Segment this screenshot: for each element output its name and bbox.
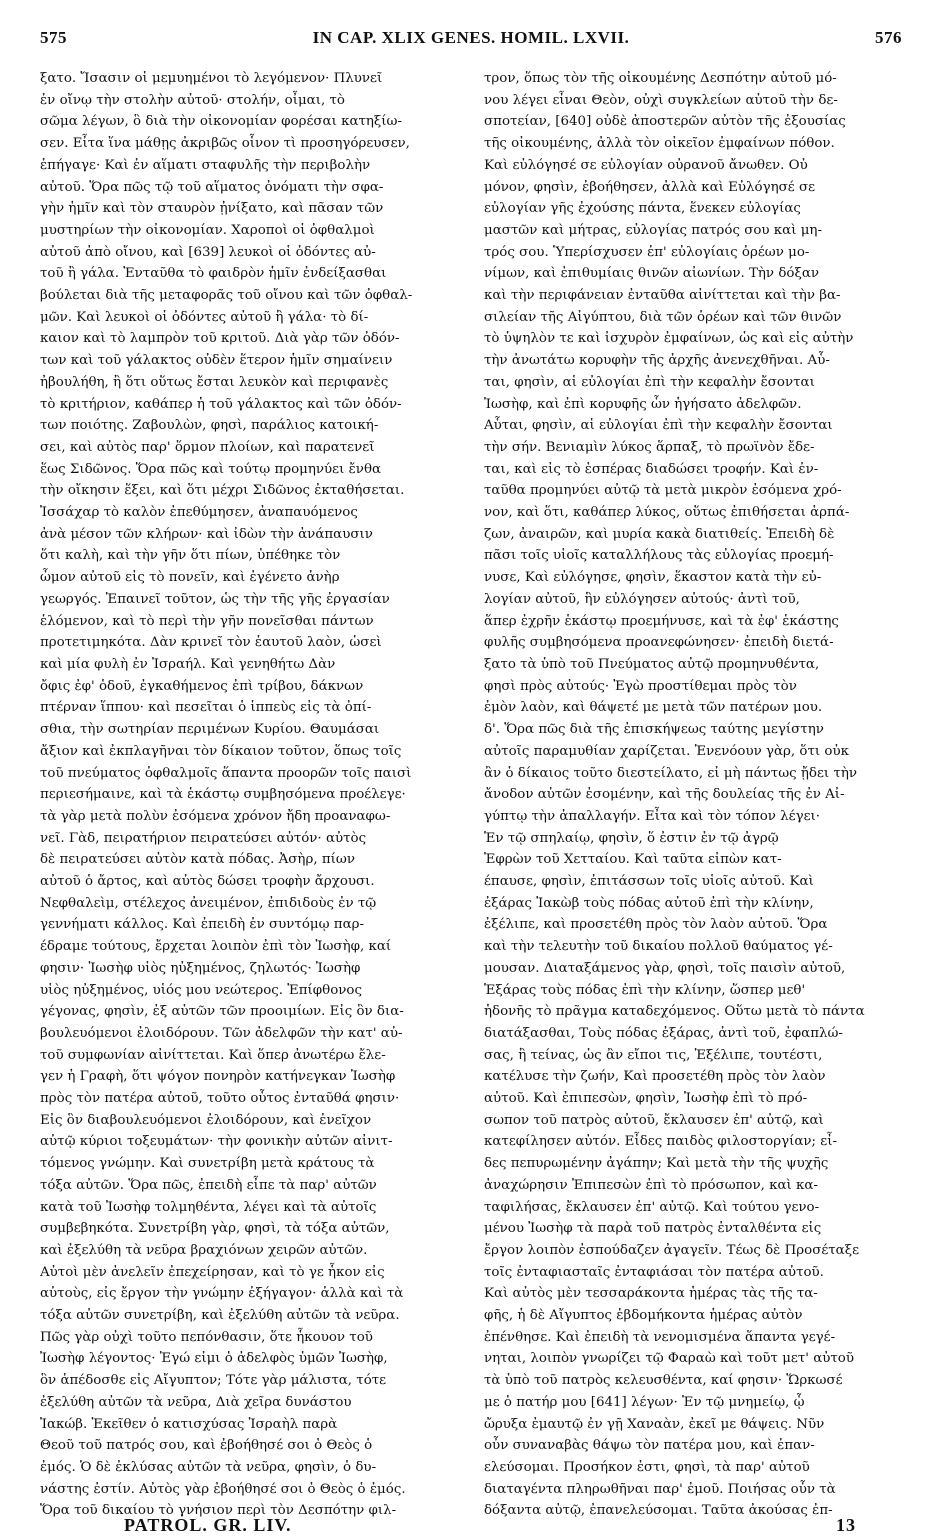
text-line: γεωργός. Ἐπαινεῖ τοῦτον, ὡς τὴν τῆς γῆς ἐργασίαν bbox=[40, 591, 390, 607]
text-line: τὴν οἴκησιν ἕξει, καὶ ὅτι μέχρι Σιδῶνος ἐκταθήσεται. bbox=[40, 483, 405, 499]
text-line: συμβεβηκότα. Συνετρίβη γὰρ, φησὶ, τὰ τόξα αὐτῶν, bbox=[40, 1221, 390, 1237]
text-line: σποτείαν, [640] οὐδὲ ἀποστερῶν αὐτὸν τῆς ἐξουσίας bbox=[484, 114, 846, 130]
text-line: πτέρναν ἵππου· καὶ πεσεῖται ὁ ἱππεὺς εἰς τὰ ὀπί- bbox=[40, 700, 372, 716]
text-line: σῶμα λέγων, ὃ διὰ τὴν οἰκονομίαν φορέσαι κατηξίω- bbox=[40, 114, 403, 130]
text-line: ὄφις ἐφ' ὁδοῦ, ἐγκαθήμενος ἐπὶ τρίβου, δάκνων bbox=[40, 678, 364, 694]
text-line: φησιν· Ἰωσὴφ υἱὸς ηὐξημένος, ζηλωτός· Ἰωσὴφ bbox=[40, 960, 361, 976]
text-line: τοῦ πνεύματος ὀφθαλμοῖς ἅπαντα προορῶν τοῖς παισὶ bbox=[40, 765, 412, 781]
text-line: μυστηρίων τὴν οἰκονομίαν. Χαροποὶ οἱ ὀφθαλμοὶ bbox=[40, 222, 375, 238]
text-line: σιλείαν τῆς Αἰγύπτου, διὰ τῶν ὀρέων καὶ τῶν θινῶν bbox=[484, 309, 842, 325]
text-line: Ἰωσὴφ λέγοντος· Ἐγώ εἰμι ὁ ἀδελφὸς ὑμῶν Ἰωσὴφ, bbox=[40, 1351, 388, 1367]
text-line: τὸ κριτήριον, καθάπερ ἡ τοῦ γάλακτος καὶ τῶν ὀδόν- bbox=[40, 396, 402, 412]
running-title: IN CAP. XLIX GENES. HOMIL. LXVII. bbox=[312, 28, 630, 47]
text-line: μόνον, φησὶν, ἐβοήθησεν, ἀλλὰ καὶ Εὐλόγησέ σε bbox=[484, 179, 816, 195]
text-line: Ἐξάρας τοὺς πόδας ἐπὶ τὴν κλίνην, ὥσπερ μεθ' bbox=[484, 982, 806, 998]
text-line: καιον καὶ τὸ λαμπρὸν τοῦ κριτοῦ. Διὰ γὰρ τῶν ὀδόν- bbox=[40, 331, 400, 347]
text-line: Ἰσσάχαρ τὸ καλὸν ἐπεθύμησεν, ἀναπαυόμενος bbox=[40, 505, 358, 521]
page-number-left: 575 bbox=[40, 28, 67, 47]
text-line: γεν ἡ Γραφὴ, ὅτι ψόγον πονηρὸν κατήνεγκαν Ἰωσὴφ bbox=[40, 1069, 396, 1085]
text-line: φυλῆς συμβησόμενα προανεφώνησεν· ἐπειδὴ διετά- bbox=[484, 635, 834, 651]
left-column bbox=[40, 68, 458, 1519]
text-line: με ὁ πατήρ μου [641] λέγων· Ἐν τῷ μνημείῳ, ᾧ bbox=[484, 1394, 805, 1410]
text-line: έδραμε τούτους, ἔρχεται λοιπὸν ἐπὶ τὸν Ἰωσὴφ, καί bbox=[40, 939, 392, 955]
text-line: οὖν συναναβὰς θάψω τὸν πατέρα μου, καὶ ἐπαν- bbox=[484, 1438, 815, 1454]
text-line: τὴν ἀνωτάτω κορυφὴν τῆς ἀρχῆς ἀνενεχθῆναι. Αὗ- bbox=[484, 353, 830, 369]
text-line: δες πεπυρωμένην ἀγάπην; Καὶ μετὰ τὴν τῆς ψυχῆς bbox=[484, 1156, 829, 1172]
text-columns bbox=[40, 68, 902, 1519]
text-line: κατεφίλησεν αὐτόν. Εἶδες παιδὸς φιλοστοργίαν; εἶ- bbox=[484, 1134, 838, 1150]
text-line: ταῦθα προμηνύει αὐτῷ τὰ μετὰ μικρὸν ἐσόμενα χρό- bbox=[484, 483, 842, 499]
right-column bbox=[484, 68, 902, 1519]
text-line: Νεφθαλεὶμ, στέλεχος ἀνειμένον, ἐπιδιδοὺς ἐν τῷ bbox=[40, 895, 377, 911]
text-line: ἑλόμενον, καὶ τὸ περὶ τὴν γῆν πονεῖσθαι πάντων bbox=[40, 613, 374, 629]
text-line: ἔργον λοιπὸν ἐσπούδαζεν ἀγαγεῖν. Τέως δὲ Προσέταξε bbox=[484, 1242, 860, 1258]
text-line: προτετιμηκότα. Δὰν κρινεῖ τὸν ἑαυτοῦ λαὸν, ὡσεὶ bbox=[40, 635, 382, 651]
text-line: ὦμον αὐτοῦ εἰς τὸ πονεῖν, καὶ ἐγένετο ἀνὴρ bbox=[40, 570, 340, 586]
text-line: αὐτῷ κύριοι τοξευμάτων· τὴν φονικὴν αὐτῶν αἰνιτ- bbox=[40, 1134, 393, 1150]
text-line: εὐλογίαν γῆς ἐχούσης πάντα, ἕνεκεν εὐλογίας bbox=[484, 201, 801, 217]
text-line: ἄξιον καὶ ἐκπλαγῆναι τὸν δίκαιον τοῦτον, ὅπως τοῖς bbox=[40, 743, 402, 759]
text-line: ἐπένθησε. Καὶ ἐπειδὴ τὰ νενομισμένα ἅπαντα γεγέ- bbox=[484, 1329, 836, 1345]
text-line: ἡδονῆς τὸ πρᾶγμα καταδεχόμενος. Οὕτω μετὰ τὸ πάντα bbox=[484, 1004, 865, 1020]
text-line: σεν. Εἶτα ἵνα μάθῃς ἀκριβῶς οἷνον τὶ προσηγόρευσεν, bbox=[40, 136, 410, 152]
text-line: μένου Ἰωσὴφ τὰ παρὰ τοῦ πατρὸς ἐνταλθέντα εἰς bbox=[484, 1221, 822, 1237]
text-line: τόμενος γνώμην. Καὶ συνετρίβη μετὰ κράτους τὰ bbox=[40, 1156, 375, 1172]
text-line: ἐπήγαγε· Καὶ ἐν αἵματι σταφυλῆς τὴν περιβολὴν bbox=[40, 157, 371, 173]
text-line: υἱὸς ηὐξημένος, υἱός μου νεώτερος. Ἐπίφθονος bbox=[40, 982, 362, 998]
text-line: τοῦ ἢ γάλα. Ἐνταῦθα τὸ φαιδρὸν ἡμῖν ἐνδείξασθαι bbox=[40, 266, 387, 282]
text-line: τοῦ συμφωνίαν αἰνίττεται. Καὶ ὅπερ ἀνωτέρω ἔλε- bbox=[40, 1047, 386, 1063]
text-line: Ἰωσὴφ, καὶ ἐπὶ κορυφῆς ὧν ἡγήσατο ἀδελφῶν. bbox=[484, 396, 802, 412]
text-line: Καὶ αὐτὸς μὲν τεσσαράκοντα ἡμέρας τὰς τῆς τα- bbox=[484, 1286, 818, 1302]
text-line: βουλευόμενοι ἐλοιδόρουν. Τῶν ἀδελφῶν τὴν κατ' αὐ- bbox=[40, 1025, 403, 1041]
text-line: ἀνὰ μέσον τῶν κλήρων· καὶ ἰδὼν τὴν ἀνάπαυσιν bbox=[40, 526, 373, 542]
text-line: τὰ ὑπὸ τοῦ πατρὸς κελευσθέντα, καί φησιν· Ὥρκωσέ bbox=[484, 1373, 843, 1389]
text-line: νεῖ. Γὰδ, πειρατήριον πειρατεύσει αὐτόν· αὐτὸς bbox=[40, 830, 367, 846]
text-line: κατέλυσε τὴν ζωήν, Καὶ προσετέθη πρὸς τὸν λαὸν bbox=[484, 1069, 826, 1085]
text-line: γὴν ἡμῖν καὶ τὸν σταυρὸν ᾐνίξατο, καὶ πᾶσαν τῶν bbox=[40, 201, 384, 217]
text-line: καὶ τὴν τελευτὴν τοῦ δικαίου πολλοῦ θαύματος γέ- bbox=[484, 939, 833, 955]
text-line: ἂν ὁ δίκαιος τοῦτο διεστείλατο, εἰ μὴ πάντως ᾔδει τὴν bbox=[484, 765, 857, 781]
text-line: τῆς οἰκουμένης, ἀλλὰ τὸν οἰκεῖον ἐμφαίνων πόθον. bbox=[484, 136, 835, 152]
text-line: αὐτοὺς, εἰς ἔργον τὴν γνώμην ἐξήγαγον· ἀλλὰ καὶ τὰ bbox=[40, 1286, 404, 1302]
text-line: ὤρυξα ἐμαυτῷ ἐν γῇ Χαναὰν, ἐκεῖ με θάψεις. Νῦν bbox=[484, 1416, 825, 1432]
text-line: ἕως Σιδῶνος. Ὅρα πῶς καὶ τούτῳ προμηνύει ἔνθα bbox=[40, 461, 382, 477]
text-line: ταφιλήσας, ἔκλαυσεν ἐπ' αὐτῷ. Καὶ τούτου γενο- bbox=[484, 1199, 820, 1215]
gathering-number: 13 bbox=[836, 1515, 856, 1535]
page-footer bbox=[124, 1515, 856, 1536]
text-line: δ'. Ὅρα πῶς διὰ τῆς ἐπισκήψεως ταύτης μεγίστην bbox=[484, 722, 824, 738]
text-line: δόξαντα αὐτῷ, ἐπανελεύσομαι. Ταῦτα ἀκούσας ἐπ- bbox=[484, 1503, 833, 1519]
text-line: ἠβουλήθη, ἢ ὅτι οὕτως ἔσται λευκὸν καὶ περιφανὲς bbox=[40, 374, 389, 390]
page-number-right: 576 bbox=[874, 28, 902, 47]
text-line: Αὐτοὶ μὲν ἀνελεῖν ἐπεχείρησαν, καὶ τὸ γε ἧκον εἰς bbox=[40, 1264, 385, 1280]
text-line: τόξα αὐτῶν. Ὅρα πῶς, ἐπειδὴ εἶπε τὰ παρ' αὐτῶν bbox=[40, 1177, 377, 1193]
text-line: τοῖς ἐνταφιασταῖς ἐνταφιάσαι τὸν πατέρα αὐτοῦ. bbox=[484, 1264, 824, 1280]
text-line: μουσαν. Διαταξάμενος γὰρ, φησὶ, τοῖς παισὶν αὐτοῦ, bbox=[484, 960, 846, 976]
text-line: αὐτοῖς παραμυθίαν χαρίζεται. Ἐνενόουν γὰρ, ὅτι οὐκ bbox=[484, 743, 849, 759]
text-line: νου λέγει εἶναι Θεὸν, οὐχὶ συγκλείων αὐτοῦ τὴν δε- bbox=[484, 92, 838, 108]
text-line: ὅτι καλὴ, καὶ τὴν γῆν ὅτι πίων, ὑπέθηκε τὸν bbox=[40, 548, 341, 564]
text-line: αὐτοῦ ἀπὸ οἴνου, καὶ [639] λευκοὶ οἱ ὀδόντες αὐ- bbox=[40, 244, 376, 260]
text-line: φῆς, ἡ δὲ Αἴγυπτος ἑβδομήκοντα ἡμέρας αὐτὸν bbox=[484, 1308, 803, 1324]
text-line: τρός σου. Ὑπερίσχυσεν ἐπ' εὐλογίαις ὀρέων μο- bbox=[484, 244, 810, 260]
text-line: ται, φησὶν, αἱ εὐλογίαι ἐπὶ τὴν κεφαλὴν ἔσονται bbox=[484, 374, 815, 390]
text-line: γύπτῳ τὴν ἀπαλλαγήν. Εἶτα καὶ τὸν τόπον λέγει· bbox=[484, 808, 821, 824]
text-line: των καὶ τοῦ γάλακτος οὐδὲν ἕτερον ἡμῖν σημαίνειν bbox=[40, 353, 393, 369]
text-line: Ἰακώβ. Ἐκεῖθεν ὁ κατισχύσας Ἰσραὴλ παρὰ bbox=[40, 1416, 338, 1432]
signature-mark: PATROL. GR. LIV. bbox=[124, 1515, 292, 1535]
text-line: Καὶ εὐλόγησέ σε εὐλογίαν οὐρανοῦ ἄνωθεν. Οὐ bbox=[484, 157, 808, 173]
text-line: ξατο. Ἴσασιν οἱ μεμυημένοι τὸ λεγόμενον· Πλυνεῖ bbox=[40, 71, 383, 86]
text-line: ἐμός. Ὁ δὲ ἐκλύσας αὐτῶν τὰ νεῦρα, φησὶν, ὁ δυ- bbox=[40, 1460, 377, 1475]
text-line: φησὶ πρὸς αὐτούς· Ἐγὼ προστίθεμαι πρὸς τὸν bbox=[484, 678, 797, 694]
text-line: περιεσήμαινε, καὶ τὰ ἑκάστῳ συμβησόμενα προέλεγε· bbox=[40, 787, 406, 803]
text-line: νάστης ἐστίν. Αὐτὸς γὰρ ἐβοήθησέ σοι ὁ Θεὸς ὁ ἐμός. bbox=[40, 1481, 406, 1497]
text-line: δὲ πειρατεύσει αὐτὸν κατὰ πόδας. Ἀσὴρ, πίων bbox=[40, 852, 355, 868]
text-line: νηται, λοιπὸν γνωρίζει τῷ Φαραὼ καὶ τοῦτ μετ' αὐτοῦ bbox=[484, 1351, 854, 1367]
text-line: μῶν. Καὶ λευκοὶ οἱ ὀδόντες αὐτοῦ ἢ γάλα· τὸ δί- bbox=[40, 309, 369, 325]
text-line: Ἐν τῷ σπηλαίῳ, φησὶν, ὅ ἐστιν ἐν τῷ ἀγρῷ bbox=[484, 830, 779, 846]
text-line: Ἐφρὼν τοῦ Χετταίου. Καὶ ταῦτα εἰπὼν κατ- bbox=[484, 852, 782, 868]
text-line: Εἰς ὃν διαβουλευόμενοι ἐλοιδόρουν, καὶ ἐνεῖχον bbox=[40, 1112, 372, 1128]
text-line: ἀναχώρησιν Ἐπιπεσὼν ἐπὶ τὸ πρόσωπον, καὶ κα- bbox=[484, 1177, 818, 1193]
text-line: ζων, ἀναιρῶν, καὶ μυρία κακὰ διατιθείς. Ἐπειδὴ δὲ bbox=[484, 526, 835, 542]
text-line: λογίαν αὐτοῦ, ἣν εὐλόγησεν αὐτούς· ἀντὶ τοῦ, bbox=[484, 591, 800, 607]
text-line: τὸ ὑψηλὸν τε καὶ ἰσχυρὸν ἐμφαίνων, ὡς καὶ εἰς αὐτὴν bbox=[484, 331, 854, 347]
text-line: ξατο τὰ ὑπὸ τοῦ Πνεύματος αὐτῷ προμηνυθέντα, bbox=[484, 656, 820, 672]
text-line: σας, ἢ τείνας, ὡς ἂν εἴποι τις, Ἐξέλιπε, τουτέστι, bbox=[484, 1047, 823, 1063]
text-line: ἐμὸν λαὸν, καὶ θάψετέ με μετὰ τῶν πατέρων μου. bbox=[484, 700, 823, 716]
text-line: ελεύσομαι. Προσήκον ἐστι, φησὶ, τὰ παρ' αὐτοῦ bbox=[484, 1460, 810, 1475]
text-line: διαταγέντα πληρωθῆναι παρ' ἐμοῦ. Ποιήσας οὖν τὰ bbox=[484, 1481, 836, 1497]
text-line: αὐτοῦ. Καὶ ἐπιπεσὼν, φησὶν, Ἰωσὴφ ἐπὶ τὸ πρό- bbox=[484, 1091, 808, 1107]
text-line: Πῶς γὰρ οὐχὶ τοῦτο πεπόνθασιν, ὅτε ἧκουον τοῦ bbox=[40, 1329, 373, 1345]
text-line: ἅπερ ἐχρῆν ἑκάστῳ προεμήνυσε, καὶ τὰ ἐφ' ἑκάστης bbox=[484, 613, 839, 629]
text-line: ἐξάρας Ἰακὼβ τοὺς πόδας αὐτοῦ ἐπὶ τὴν κλίνην, bbox=[484, 895, 814, 911]
text-line: νίμων, καὶ ἐπιθυμίαις θινῶν αἰωνίων. Τὴν δόξαν bbox=[484, 266, 820, 282]
text-line: ἐξέλιπε, καὶ προσετέθη πρὸς τὸν λαὸν αὐτοῦ. Ὅρα bbox=[484, 917, 828, 933]
text-line: βούλεται διὰ τῆς μεταφορᾶς τοῦ οἴνου καὶ τῶν ὀφθαλ- bbox=[40, 288, 413, 304]
text-line: σει, καὶ αὐτὸς παρ' ὅρμον πλοίων, καὶ παρατενεῖ bbox=[40, 439, 375, 455]
text-line: γέγονας, φησὶν, ἐξ αὐτῶν τῶν προοιμίων. Εἰς ὃν δια- bbox=[40, 1004, 404, 1020]
text-line: καὶ τὴν περιφάνειαν ἐνταῦθα αἰνίττεται καὶ τὴν βα- bbox=[484, 288, 841, 304]
text-line: σθια, τὴν σωτηρίαν περιμένων Κυρίου. Θαυμάσαι bbox=[40, 722, 380, 738]
text-line: ὃν ἀπέδοσθε εἰς Αἴγυπτον; Τότε γὰρ μάλιστα, τότε bbox=[40, 1373, 387, 1389]
text-line: κατὰ τοῦ Ἰωσὴφ τολμηθέντα, λέγει καὶ τὰ αὐτοῖς bbox=[40, 1199, 377, 1215]
text-line: Ὅρα τοῦ δικαίου τὸ γνήσιον περὶ τὸν Δεσπότην φιλ- bbox=[40, 1503, 397, 1519]
text-line: τόξα αὐτῶν συνετρίβη, καὶ ἐξελύθη αὐτῶν τὰ νεῦρα. bbox=[40, 1308, 400, 1324]
text-line: των ποιότης. Ζαβουλὼν, φησὶ, παράλιος κατοική- bbox=[40, 418, 379, 434]
text-line: διατάξασθαι, Τοὺς πόδας ἐξάρας, ἀντὶ τοῦ, ἐφαπλώ- bbox=[484, 1025, 843, 1041]
running-header bbox=[40, 28, 902, 54]
text-line: τρον, ὅπως τὸν τῆς οἰκουμένης Δεσπότην αὐτοῦ μό- bbox=[484, 71, 837, 86]
text-line: ἐξελύθη αὐτῶν τὰ νεῦρα, Διὰ χεῖρα δυνάστου bbox=[40, 1394, 352, 1410]
text-line: γεννήματι κάλλος. Καὶ ἐπειδὴ ἐν συντόμῳ παρ- bbox=[40, 917, 365, 933]
text-line: σωπον τοῦ πατρὸς αὐτοῦ, ἔκλαυσεν ἐπ' αὐτῷ, καὶ bbox=[484, 1112, 824, 1128]
text-line: μαστῶν καὶ μήτρας, εὐλογίας πατρός σου καὶ μη- bbox=[484, 222, 822, 238]
text-line: έπαυσε, φησὶν, ἐπιτάσσων τοῖς υἱοῖς αὐτοῦ. Καὶ bbox=[484, 874, 814, 890]
text-line: αὐτοῦ ὁ ἄρτος, καὶ αὐτὸς δώσει τροφὴν ἄρχουσι. bbox=[40, 874, 375, 890]
text-line: πᾶσι τοῖς υἱοῖς καταλλήλους τὰς εὐλογίας προεμή- bbox=[484, 548, 834, 564]
text-line: ἐν οἴνῳ τὴν στολὴν αὐτοῦ· στολήν, οἶμαι, τὸ bbox=[40, 92, 345, 108]
text-line: τὴν σήν. Βενιαμὶν λύκος ἅρπαξ, τὸ πρωϊνὸν ἔδε- bbox=[484, 439, 815, 455]
text-line: ται, καὶ εἰς τὸ ἑσπέρας διαδώσει τροφήν. Καὶ ἐν- bbox=[484, 461, 819, 477]
text-line: καὶ ἐξελύθη τὰ νεῦρα βραχιόνων χειρῶν αὐτῶν. bbox=[40, 1242, 368, 1258]
text-line: αὐτοῦ. Ὅρα πῶς τῷ τοῦ αἵματος ὀνόματι τὴν σφα- bbox=[40, 179, 384, 195]
text-line: ἄνοδον αὐτῶν ἐσομένην, καὶ τῆς δουλείας τῆς ἐν Αἰ- bbox=[484, 787, 845, 803]
text-line: Θεοῦ τοῦ πατρός σου, καὶ ἐβοήθησέ σοι ὁ Θεὸς ὁ bbox=[40, 1438, 373, 1454]
text-line: νον, καὶ ὅτι, καθάπερ λύκος, οὕτως ἐπιθήσεται ἁρπά- bbox=[484, 505, 850, 521]
text-line: τὰ γὰρ μετὰ πολὺν ἐσόμενα χρόνον ἤδη προαναφω- bbox=[40, 808, 391, 824]
text-line: Αὗται, φησὶν, αἱ εὐλογίαι ἐπὶ τὴν κεφαλὴν ἔσονται bbox=[484, 418, 833, 434]
text-line: νυσε, Καὶ εὐλόγησε, φησὶν, ἕκαστον κατὰ τὴν εὐ- bbox=[484, 570, 822, 586]
text-line: πρὸς τὸν πατέρα αὐτοῦ, τοῦτο οὗτος ἐνταῦθά φησιν· bbox=[40, 1091, 400, 1107]
text-line: καὶ μία φυλὴ ἐν Ἰσραήλ. Καὶ γενηθήτω Δὰν bbox=[40, 656, 336, 672]
